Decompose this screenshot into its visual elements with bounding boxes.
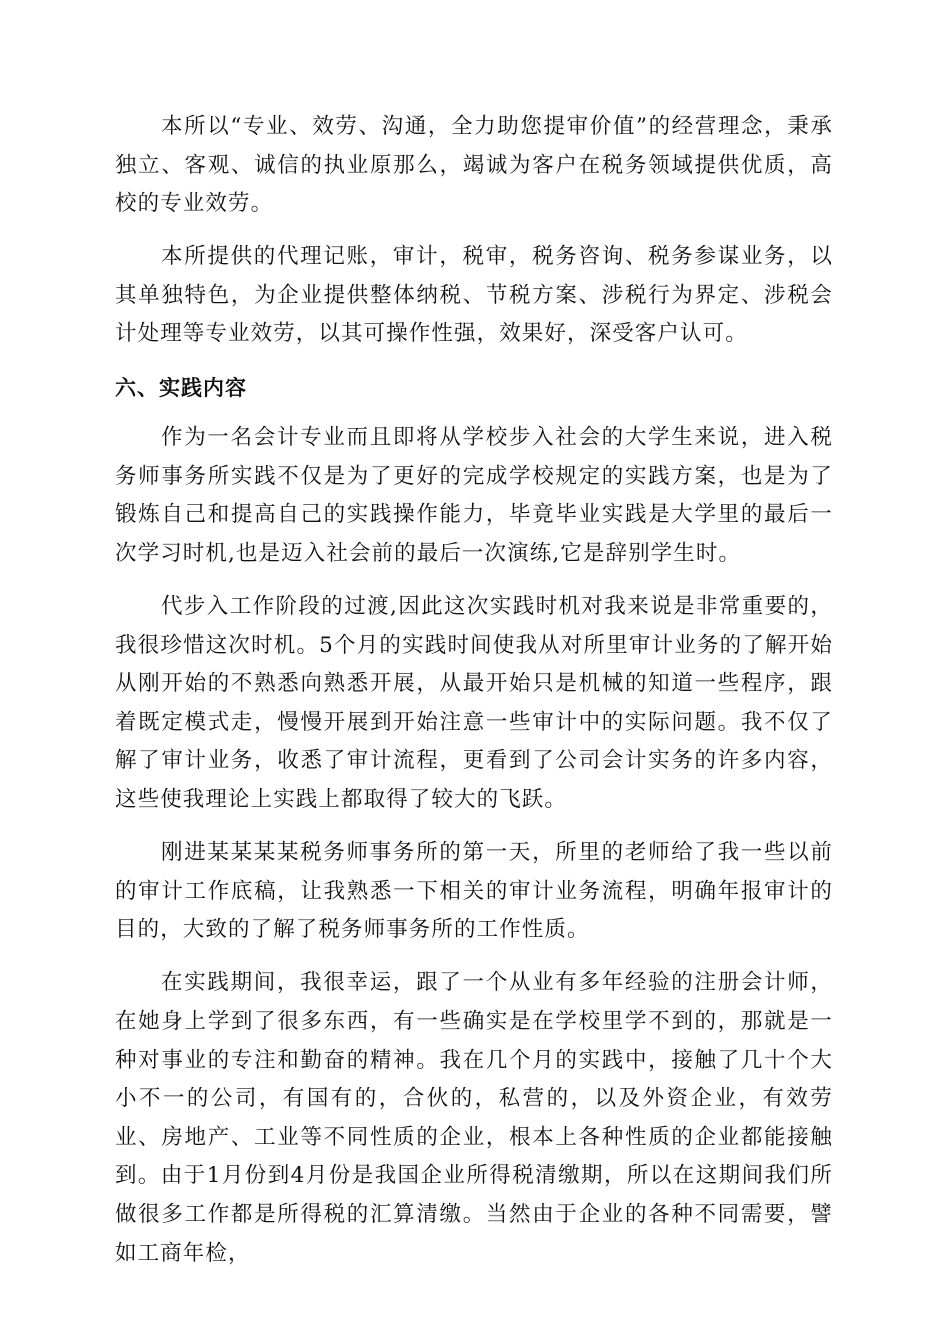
section-heading: 六、实践内容 <box>115 375 247 400</box>
paragraph-purpose: 作为一名会计专业而且即将从学校步入社会的大学生来说，进入税务师事务所实践不仅是为了更好的完成学校规定的实践方案，也是为了锻炼自己和提高自己的实践操作能力，毕竟毕业实践是大学里的最后一次学习时机,也是迈入社会前的最后一次演练,它是辞别学生时。 <box>115 425 833 566</box>
document-body <box>115 108 833 1288</box>
paragraph-philosophy: 本所以“专业、效劳、沟通，全力助您提审价值”的经营理念，秉承独立、客观、诚信的执业原那么，竭诚为客户在税务领域提供优质，高校的专业效劳。 <box>115 114 833 217</box>
paragraph-internship-period: 在实践期间，我很幸运，跟了一个从业有多年经验的注册会计师，在她身上学到了很多东西，有一些确实是在学校里学不到的，那就是一种对事业的专注和勤奋的精神。我在几个月的实践中，接触了几十个大小不一的公司，有国有的，合伙的，私营的，以及外资企业，有效劳业、房地产、工业等不同性质的企业，根本上各种性质的企业都能接触到。由于1月份到4月份是我国企业所得税清缴期，所以在这期间我们所做很多工作都是所得税的汇算清缴。当然由于企业的各种不同需要，譬如工商年检， <box>115 970 833 1266</box>
paragraph-first-day: 刚进某某某某税务师事务所的第一天，所里的老师给了我一些以前的审计工作底稿，让我熟悉一下相关的审计业务流程，明确年报审计的目的，大致的了解了税务师事务所的工作性质。 <box>115 840 833 943</box>
paragraph-services: 本所提供的代理记账，审计，税审，税务咨询、税务参谋业务，以其单独特色，为企业提供整体纳税、节税方案、涉税行为界定、涉税会计处理等专业效劳，以其可操作性强，效果好，深受客户认可。 <box>115 244 833 347</box>
paragraph-transition: 代步入工作阶段的过渡,因此这次实践时机对我来说是非常重要的，我很珍惜这次时机。5个月的实践时间使我从对所里审计业务的了解开始从刚开始的不熟悉向熟悉开展，从最开始只是机械的知道一些程序，跟着既定模式走，慢慢开展到开始注意一些审计中的实际问题。我不仅了解了审计业务，收悉了审计流程，更看到了公司会计实务的许多内容，这些使我理论上实践上都取得了较大的飞跃。 <box>115 594 833 812</box>
